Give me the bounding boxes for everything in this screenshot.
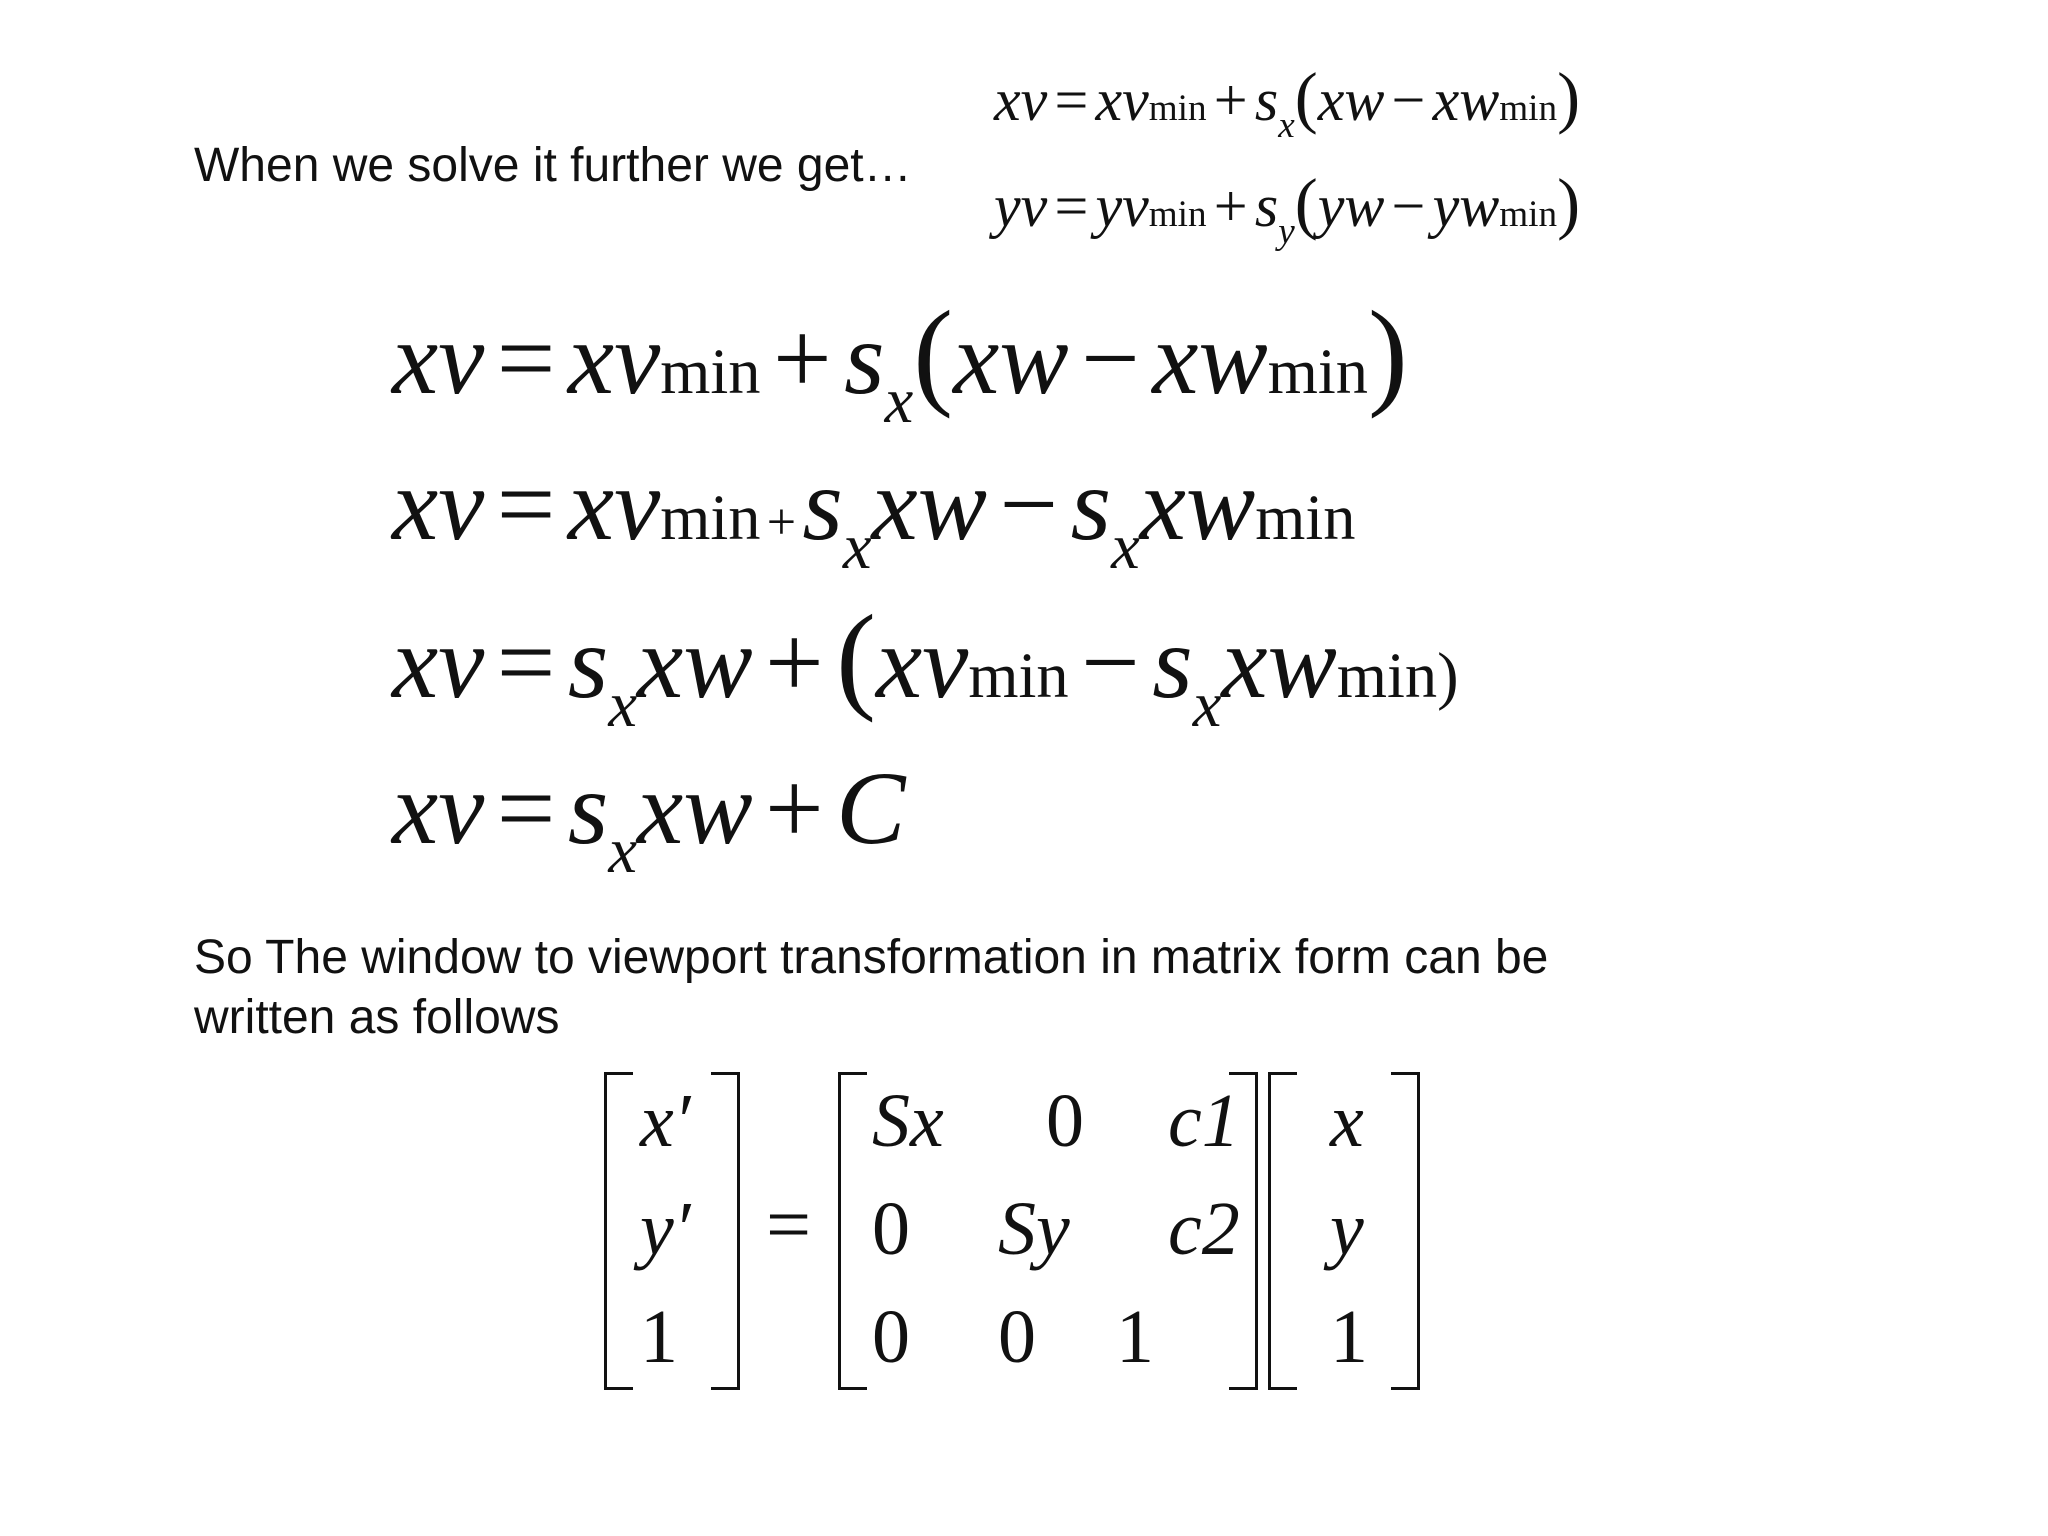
lhs-cell-0: x′ (640, 1079, 691, 1163)
bracket-left (838, 1072, 867, 1390)
bracket-right (1391, 1072, 1420, 1390)
rhs-cell-1: y (1330, 1187, 1364, 1271)
bracket-right (711, 1072, 740, 1390)
matrix-cell-1-2: c2 (1168, 1187, 1240, 1271)
matrix-cell-1-0: 0 (872, 1187, 910, 1271)
matrix-cell-0-1: 0 (1046, 1079, 1084, 1163)
derivation-step-3: xv = $s_xxw + (xvmin - s_xxwmin)$ (392, 590, 1459, 741)
derivation-step-4: xv = $s_xxw + C$ (392, 751, 906, 887)
rhs-cell-0: x (1330, 1079, 1364, 1163)
bracket-left (604, 1072, 633, 1390)
matrix-cell-0-0: Sx (872, 1079, 944, 1163)
rhs-cell-2: 1 (1330, 1295, 1368, 1379)
transform-matrix (838, 1072, 1258, 1390)
matrix-cell-2-0: 0 (872, 1295, 910, 1379)
lhs-vector (604, 1072, 740, 1390)
bracket-left (1268, 1072, 1297, 1390)
derivation-step-1: xv = $xvmin + s_x(xw - xwmin)$ (392, 286, 1408, 437)
matrix-cell-0-2: c1 (1168, 1079, 1240, 1163)
lhs-cell-1: y′ (640, 1187, 691, 1271)
rhs-vector (1268, 1072, 1420, 1390)
equation-xv-top: xv = $xvmin + s_x(xw - xwmin)$ (994, 59, 1581, 146)
matrix-equals-sign: = (766, 1181, 812, 1269)
equation-yv-top: yv = $yvmin + s_y(yw - ywmin)$ (994, 165, 1581, 252)
matrix-cell-1-1: Sy (998, 1187, 1070, 1271)
transform-text: So The window to viewport transformation in matrix form can be written as follows (194, 931, 1549, 1044)
intro-text: When we solve it further we get… (194, 139, 912, 192)
lhs-cell-2: 1 (640, 1295, 678, 1379)
matrix-cell-2-2: 1 (1116, 1295, 1154, 1379)
derivation-step-2: xv = $xvmin +s_xxw - s_xxwmin$ (392, 447, 1356, 583)
matrix-cell-2-1: 0 (998, 1295, 1036, 1379)
